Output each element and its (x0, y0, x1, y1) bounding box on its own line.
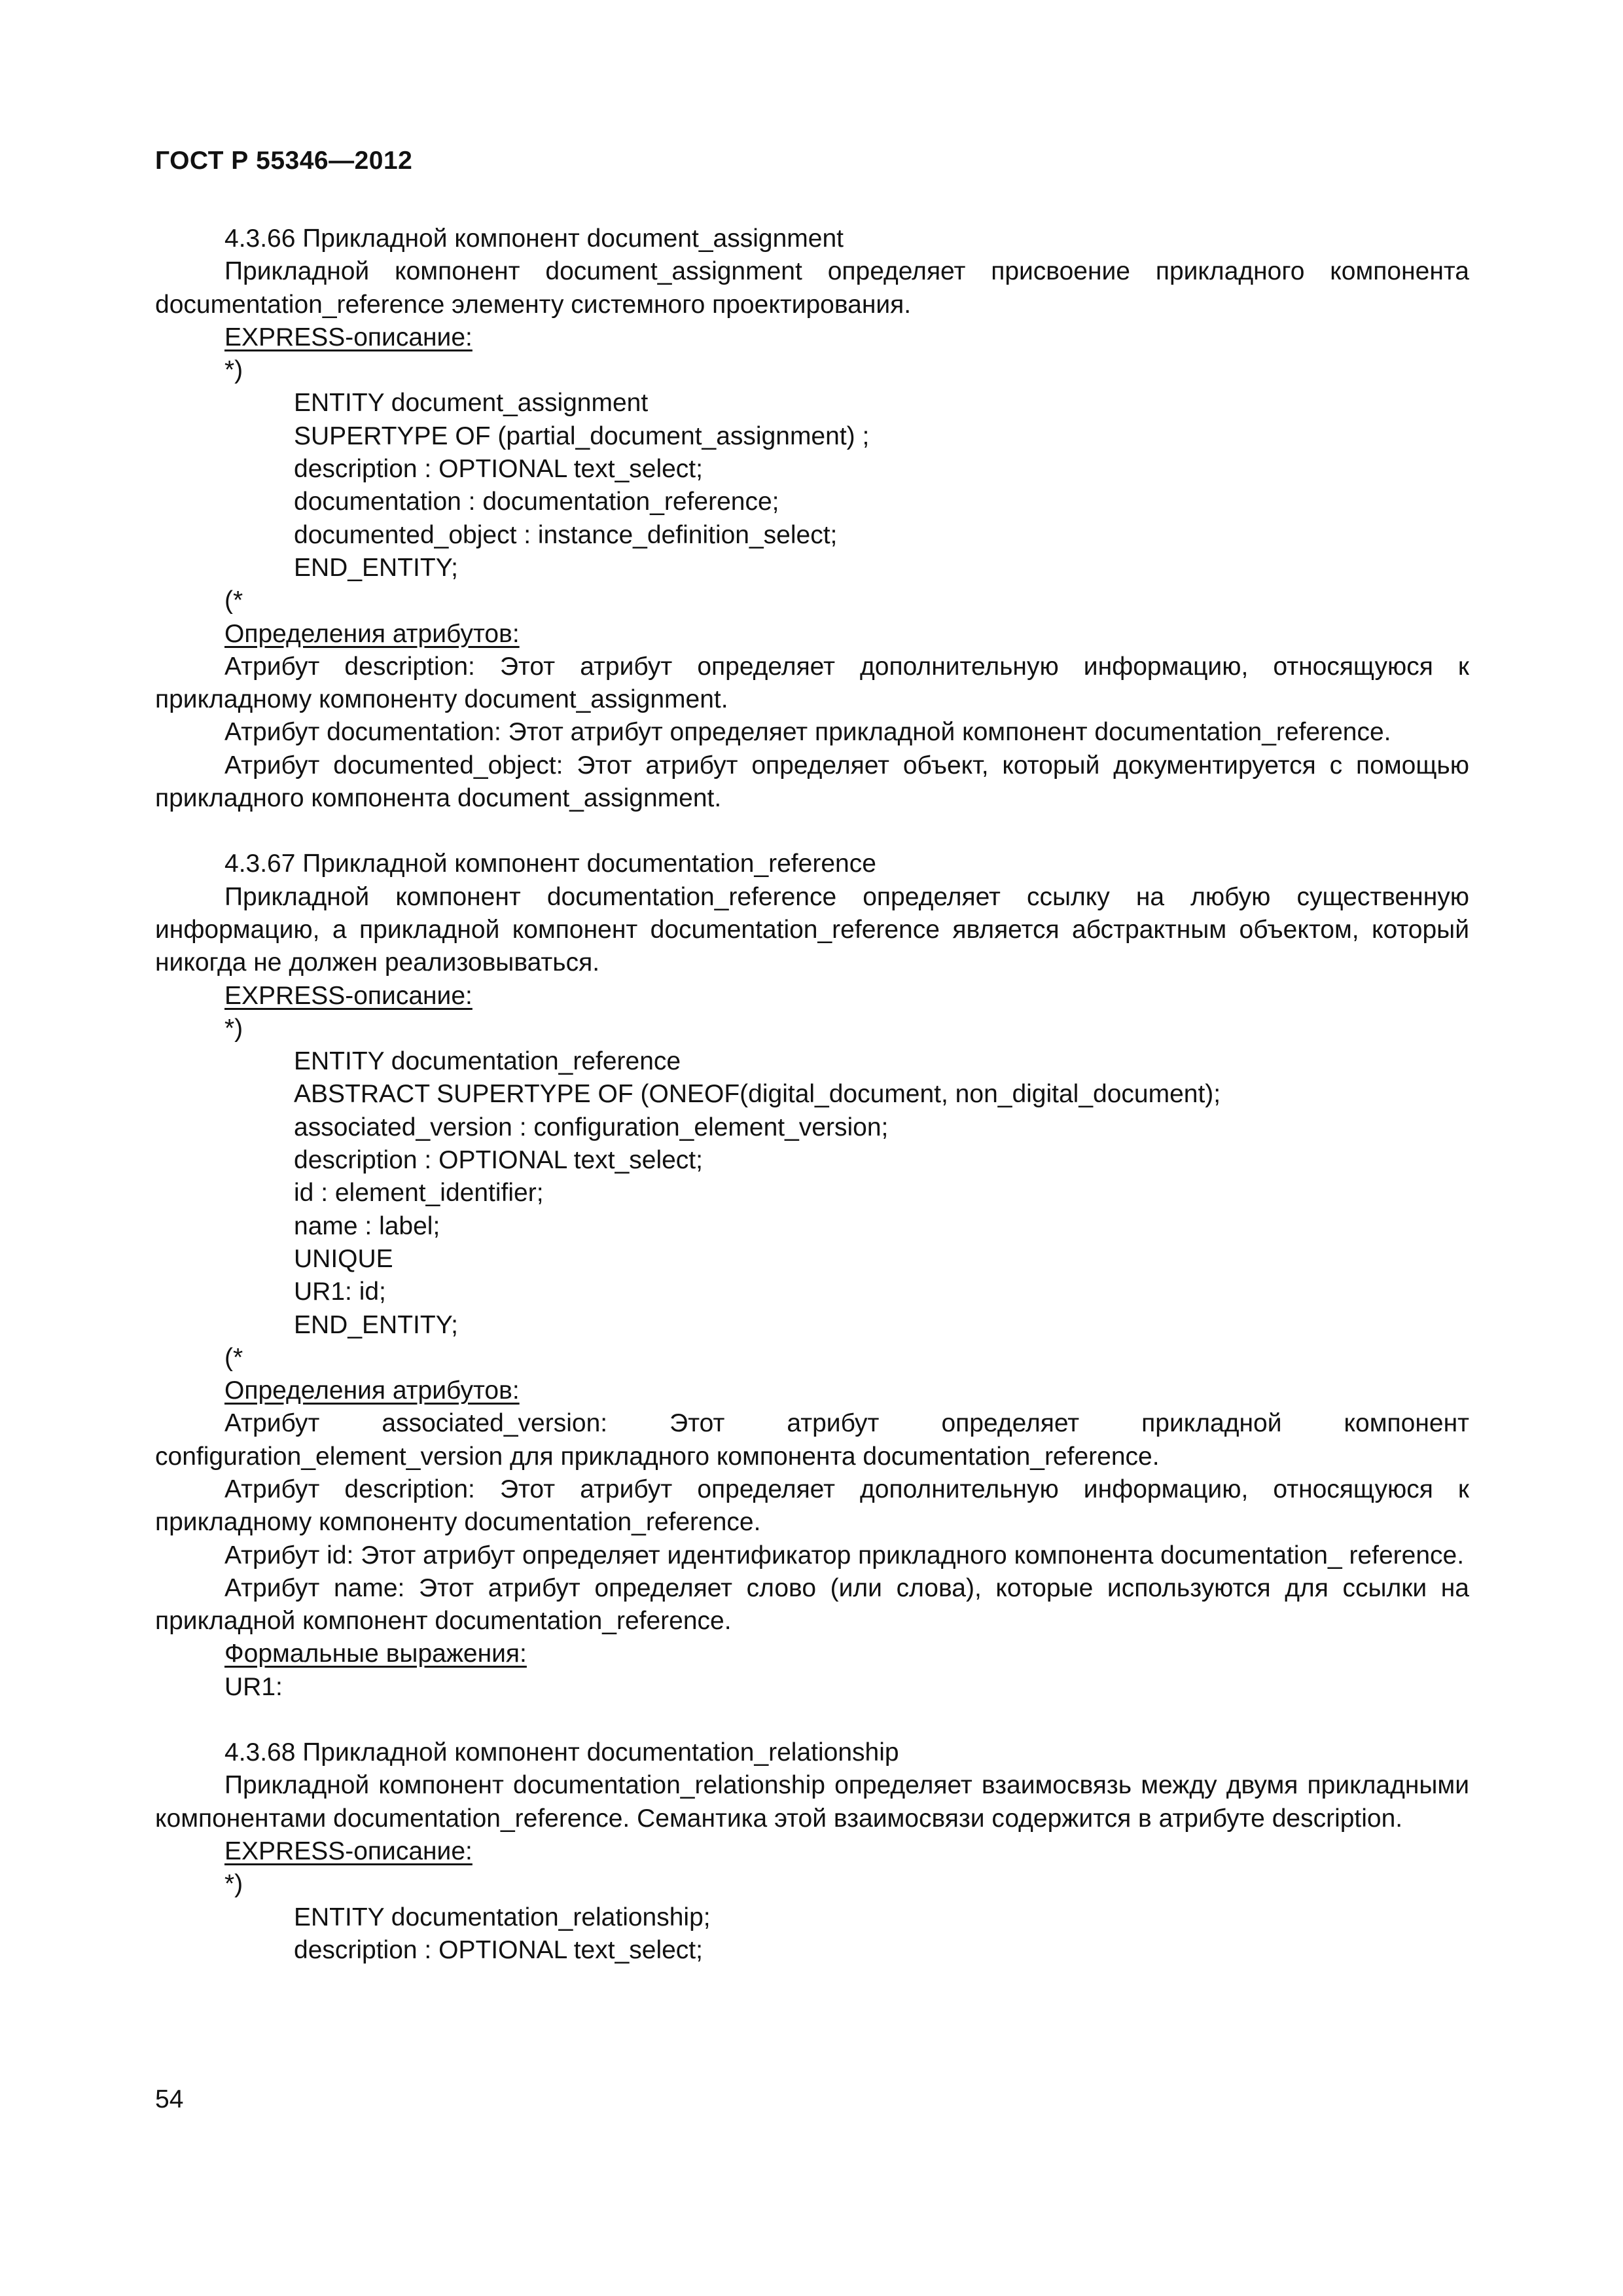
code-line: associated_version : configuration_element_version; (294, 1113, 889, 1141)
code-line: SUPERTYPE OF (partial_document_assignment) ; (294, 422, 870, 450)
section-4-3-66 (155, 223, 1469, 815)
code-line: id : element_identifier; (294, 1179, 544, 1208)
section-4-3-68 (155, 1736, 1469, 1967)
document-code-header: ГОСТ Р 55346—2012 (155, 147, 413, 175)
code-line: description : OPTIONAL text_select; (294, 455, 703, 484)
express-open-marker: *) (224, 1014, 243, 1043)
section-description: Прикладной компонент documentation_reference определяет ссылку на любую существенную информацию, а прикладной компонент documentation_reference является абстрактным объектом, который никогда не должен реализовываться. (155, 882, 1469, 977)
attribute-definition: Атрибут associated_version: Этот атрибут определяет прикладной компонент configuration_element_version для прикладного компонента documentation_reference. (155, 1409, 1469, 1471)
express-open-marker: *) (224, 356, 243, 385)
express-label: EXPRESS-описание: (224, 323, 473, 351)
code-line: END_ENTITY; (294, 1310, 459, 1339)
formal-expressions-label: Формальные выражения: (224, 1640, 527, 1668)
attribute-definition: Атрибут name: Этот атрибут определяет слово (или слова), которые используются для ссылки на прикладной компонент documentation_reference. (155, 1573, 1469, 1636)
formal-expression-value: UR1: (224, 1672, 283, 1701)
code-line: documented_object : instance_definition_select; (294, 520, 838, 549)
code-line: UNIQUE (294, 1244, 393, 1273)
code-line: ENTITY documentation_relationship; (294, 1903, 711, 1931)
page-content (155, 223, 1469, 1967)
code-line: ENTITY document_assignment (294, 389, 649, 418)
code-line: documentation : documentation_reference; (294, 488, 779, 516)
section-4-3-67 (155, 848, 1469, 1704)
express-close-marker: (* (224, 586, 243, 615)
page-number: 54 (155, 2085, 184, 2113)
section-description: Прикладной компонент document_assignment определяет присвоение прикладного компонента documentation_reference элементу системного проектирования. (155, 257, 1469, 319)
express-label: EXPRESS-описание: (224, 981, 473, 1010)
express-label: EXPRESS-описание: (224, 1837, 473, 1865)
section-description: Прикладной компонент documentation_relationship определяет взаимосвязь между двумя прикладными компонентами documentation_reference. Семантика этой взаимосвязи содержится в атрибуте description. (155, 1771, 1469, 1833)
code-line: description : OPTIONAL text_select; (294, 1935, 703, 1964)
section-heading: 4.3.66 Прикладной компонент document_assignment (224, 224, 844, 253)
section-heading: 4.3.68 Прикладной компонент documentation_relationship (224, 1738, 899, 1767)
section-gap (155, 815, 1469, 848)
express-open-marker: *) (224, 1870, 243, 1899)
attribute-definition: Атрибут documented_object: Этот атрибут определяет объект, который документируется с помощью прикладного компонента document_assignment. (155, 751, 1469, 813)
attribute-definition: Атрибут id: Этот атрибут определяет идентификатор прикладного компонента documentation_ reference. (224, 1541, 1465, 1570)
code-line: ENTITY documentation_reference (294, 1047, 681, 1076)
attribute-definition: Атрибут description: Этот атрибут определяет дополнительную информацию, относящуюся к прикладному компоненту documentation_reference. (155, 1475, 1469, 1537)
code-line: ABSTRACT SUPERTYPE OF (ONEOF(digital_document, non_digital_document); (294, 1080, 1221, 1109)
attribute-definition: Атрибут description: Этот атрибут определяет дополнительную информацию, относящуюся к прикладному компоненту document_assignment. (155, 652, 1469, 714)
code-line: description : OPTIONAL text_select; (294, 1146, 703, 1175)
express-close-marker: (* (224, 1343, 243, 1372)
attribute-definitions-label: Определения атрибутов: (224, 1376, 520, 1405)
section-gap (155, 1704, 1469, 1736)
section-heading: 4.3.67 Прикладной компонент documentation_reference (224, 850, 876, 878)
attribute-definition: Атрибут documentation: Этот атрибут определяет прикладной компонент documentation_reference. (224, 718, 1391, 747)
code-line: END_ENTITY; (294, 553, 459, 582)
attribute-definitions-label: Определения атрибутов: (224, 619, 520, 648)
code-line: UR1: id; (294, 1278, 386, 1306)
code-line: name : label; (294, 1211, 440, 1240)
